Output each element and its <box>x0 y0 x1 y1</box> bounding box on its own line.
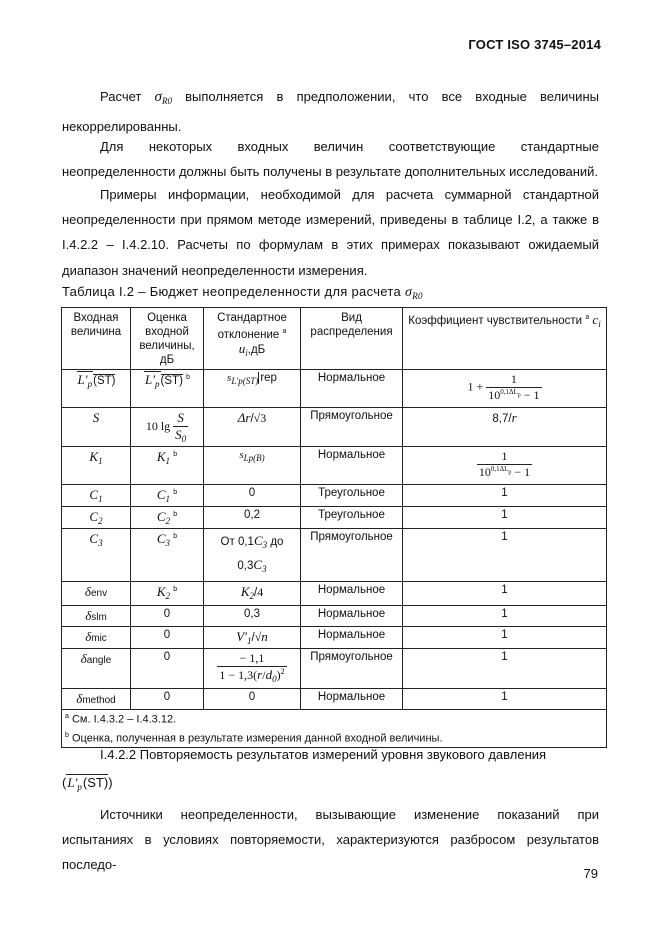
page-number: 79 <box>583 866 598 881</box>
col-header-input: Входная величина <box>62 308 131 370</box>
section-paragraph: Источники неопределенности, вызывающие изменение показаний при испытаниях в условиях повторяемости, характеризуются разбросом результатов последо- <box>62 807 599 873</box>
table-footnote-a: $^a$ См. I.4.3.2 – I.4.3.12. <box>62 710 607 729</box>
section-heading: I.4.2.2 Повторяемость результатов измерений уровня звукового давления <box>100 747 547 762</box>
section-symbol: $(L'_p(ST))$ <box>62 775 113 792</box>
table-row: S 10 lg $\frac{S}{S_0}$ Δr/√3 Прямоугольное 8,7/r <box>62 408 607 447</box>
paragraph-3: Примеры информации, необходимой для расчета суммарной стандартной неопределенности при прямом методе измерений, приведены в таблице I.2, а также в I.4.2.2 – I.4.2.10. Расчеты по формулам в этих примерах показывают ожидаемый диапазон значений неопределенности измерения. <box>62 187 599 278</box>
col-header-coefficient: Коэффициент чувствительности $^a$ $c_i$ <box>403 308 607 370</box>
table-row: δmic 0 $V'_1/√n$ Нормальное 1 <box>62 627 607 649</box>
table-row: δslm 0 0,3 Нормальное 1 <box>62 606 607 627</box>
paragraph-1: Расчет $\sigma_{R0}$ выполняется в предположении, что все входные величины некоррелированны. <box>62 89 599 135</box>
table-row: $C_1$ $C_1$ $^b$ 0 Треугольное 1 <box>62 485 607 507</box>
table-row: δangle 0 $\frac{- 1,1}{1 - 1,3(r/d_0)^2}$ Прямоугольное 1 <box>62 649 607 689</box>
col-header-distribution: Вид распределения <box>301 308 403 370</box>
col-header-estimate: Оценка входной величины, дБ <box>131 308 204 370</box>
table-header-row <box>62 308 607 370</box>
paragraph-2: Для некоторых входных величин соответствующие стандартные неопределенности должны быть получены в результате дополнительных исследований. <box>62 139 599 180</box>
table-row: δmethod 0 0 Нормальное 1 <box>62 689 607 710</box>
table-caption: Таблица I.2 – Бюджет неопределенности для расчета $\sigma_{R0}$ <box>62 284 423 301</box>
col-header-stddev: Стандартное отклонение $^a$ $u_i,дБ$ <box>204 308 301 370</box>
table-row: δenv $K_2$ $^b$ $K_2/4$ Нормальное 1 <box>62 582 607 606</box>
uncertainty-budget-table <box>61 307 607 748</box>
sigma-r0-symbol: $\sigma_{R0}$ <box>154 89 172 106</box>
document-header: ГОСТ ISO 3745–2014 <box>468 37 601 52</box>
table-row: $C_2$ $C_2$ $^b$ 0,2 Треугольное 1 <box>62 507 607 529</box>
table-footnote-b: $^b$ Оценка, полученная в результате измерения данной входной величины. <box>62 729 607 748</box>
table-row: $C_3$ $C_3$ $^b$ От $0,1C_3$ до $0,3C_3$ Прямоугольное 1 <box>62 529 607 582</box>
table-row: $L'_p(ST)$ $L'_p(ST)$ $^b$ $s_{L'p(ST)}$ rep Нормальное 1 + $\frac{1}{10^{0,1\Delta L_p} - 1}$ <box>62 370 607 408</box>
table-row: $K_1$ $K_1$ $^b$ $s_{Lp(B)}$ Нормальное $\frac{1}{10^{0,1\Delta L_p} - 1}$ <box>62 447 607 485</box>
